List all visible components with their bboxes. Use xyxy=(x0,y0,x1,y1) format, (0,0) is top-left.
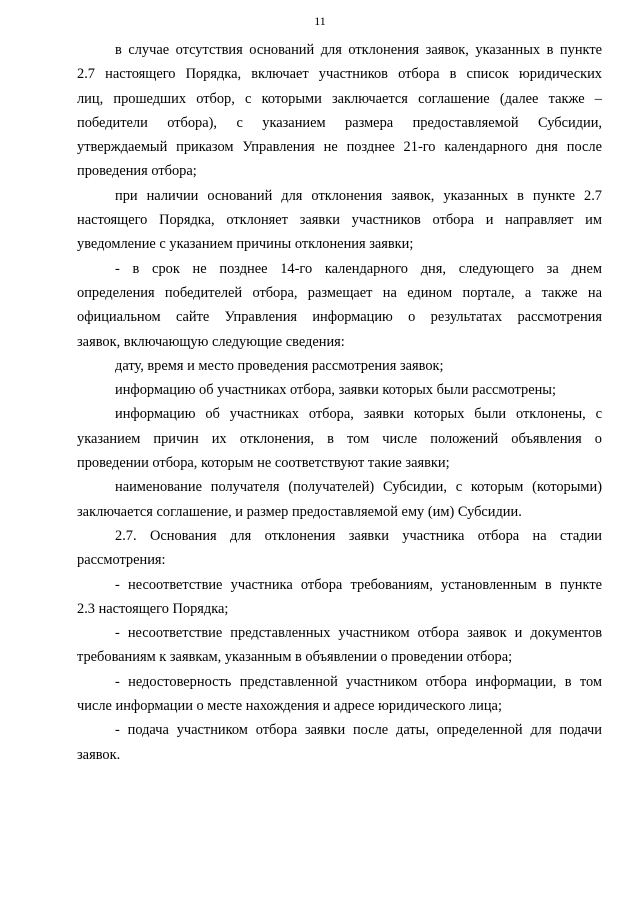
text-line: информацию об участниках отбора, заявки которых были отклонены, с xyxy=(115,406,602,423)
text-line: проведении отбора, которым не соответствуют такие заявки; xyxy=(77,455,450,472)
text-line: рассмотрения: xyxy=(77,552,166,569)
text-line: - несоответствие представленных участником отбора заявок и документов xyxy=(115,625,602,642)
paragraph xyxy=(77,621,602,670)
paragraph xyxy=(77,38,602,184)
text-line: числе информации о месте нахождения и адресе юридического лица; xyxy=(77,698,502,715)
text-line: 2.7. Основания для отклонения заявки участника отбора на стадии xyxy=(115,527,602,544)
text-line: информацию об участниках отбора, заявки которых были рассмотрены; xyxy=(115,382,556,399)
paragraph xyxy=(77,718,602,767)
text-line: - несоответствие участника отбора требованиям, установленным в пункте xyxy=(115,576,602,593)
text-line: определения победителей отбора, размещает на едином портале, а также на xyxy=(77,284,602,301)
text-line: заявок. xyxy=(77,746,121,763)
text-line: заключается соглашение, и размер предоставляемой ему (им) Субсидии. xyxy=(77,503,522,520)
text-line: победители отбора), с указанием размера предоставляемой Субсидии, xyxy=(77,114,602,131)
page-number: 11 xyxy=(314,14,326,28)
text-line: уведомление с указанием причины отклонения заявки; xyxy=(77,236,414,253)
paragraph xyxy=(77,573,602,622)
text-line: 2.7 настоящего Порядка, включает участников отбора в список юридических xyxy=(77,66,602,83)
text-line: 2.3 настоящего Порядка; xyxy=(77,600,229,617)
text-line: проведения отбора; xyxy=(77,163,197,180)
paragraph xyxy=(77,184,602,257)
paragraph xyxy=(77,378,602,402)
text-line: требованиям к заявкам, указанным в объявлении о проведении отбора; xyxy=(77,649,513,666)
text-line: лиц, прошедших отбор, с которыми заключается соглашение (далее также – xyxy=(77,90,602,107)
text-line: - подача участником отбора заявки после даты, определенной для подачи xyxy=(115,722,602,739)
text-line: официальном сайте Управления информацию о результатах рассмотрения xyxy=(77,309,602,326)
text-line: настоящего Порядка, отклоняет заявки участников отбора и направляет им xyxy=(77,212,602,229)
paragraph xyxy=(77,670,602,719)
text-line: дату, время и место проведения рассмотрения заявок; xyxy=(115,357,444,374)
paragraph xyxy=(77,402,602,475)
text-line: указанием причин их отклонения, в том числе положений объявления о xyxy=(77,430,602,447)
paragraph xyxy=(77,354,602,378)
document-body xyxy=(77,38,602,767)
text-line: - в срок не позднее 14-го календарного дня, следующего за днем xyxy=(115,260,602,277)
text-line: наименование получателя (получателей) Субсидии, с которым (которыми) xyxy=(115,479,602,496)
text-line: утверждаемый приказом Управления не позднее 21-го календарного дня после xyxy=(77,139,602,156)
paragraph xyxy=(77,524,602,573)
text-line: - недостоверность представленной участником отбора информации, в том xyxy=(115,673,602,690)
text-line: в случае отсутствия оснований для отклонения заявок, указанных в пункте xyxy=(115,42,602,58)
paragraph xyxy=(77,475,602,524)
text-line: заявок, включающую следующие сведения: xyxy=(77,333,345,350)
text-line: при наличии оснований для отклонения заявок, указанных в пункте 2.7 xyxy=(115,187,602,204)
paragraph xyxy=(77,257,602,354)
